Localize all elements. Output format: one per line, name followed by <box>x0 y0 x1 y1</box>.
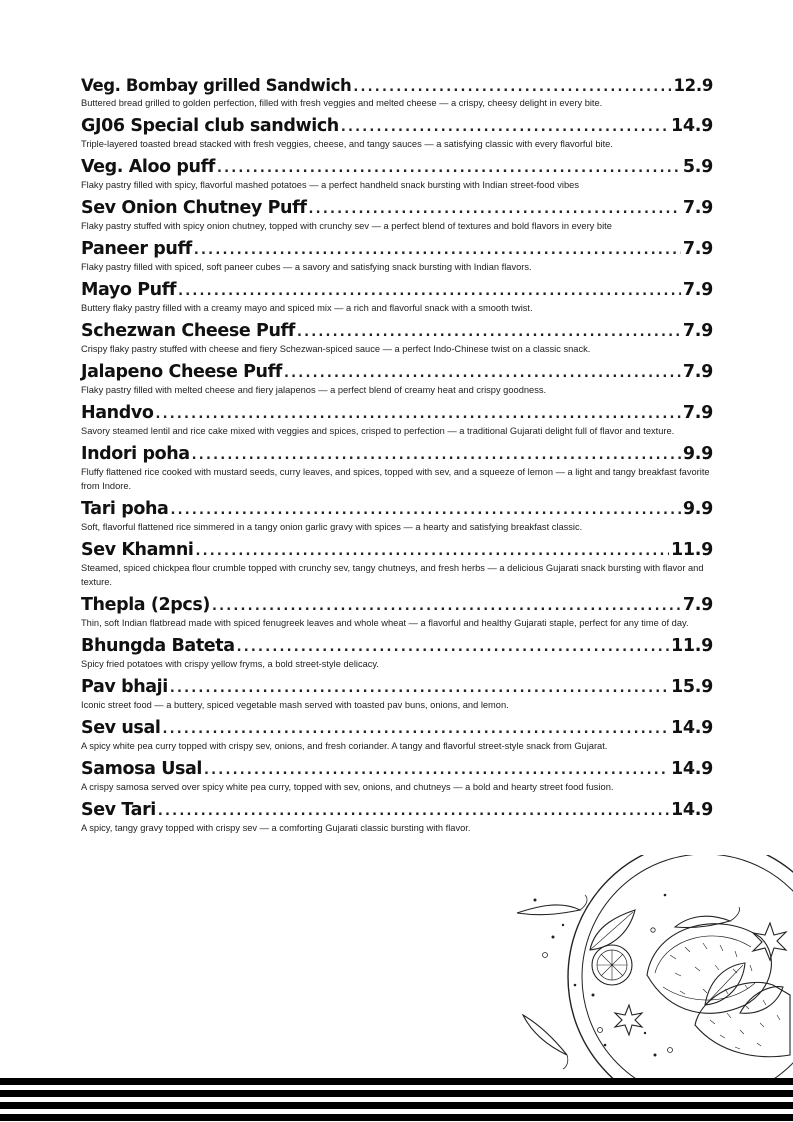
menu-item <box>81 280 713 315</box>
item-price: 7.9 <box>682 280 713 300</box>
item-name: Jalapeno Cheese Puff <box>81 362 283 382</box>
menu-item <box>81 444 713 493</box>
item-name: Sev usal <box>81 718 161 738</box>
item-description: Buttery flaky pastry filled with a creamy mayo and spiced mix — a rich and flavorful snack with a smooth twist. <box>81 303 533 313</box>
item-name: Pav bhaji <box>81 677 168 697</box>
menu-item <box>81 636 713 671</box>
item-description: Steamed, spiced chickpea flour crumble topped with crunchy sev, tangy chutneys, and fresh herbs — a delicious Gujarati snack bursting with flavor and texture. <box>81 563 704 587</box>
item-description: Fluffy flattened rice cooked with mustard seeds, curry leaves, and spices, topped with sev, and a squeeze of lemon — a light and tangy breakfast favorite from Indore. <box>81 467 710 491</box>
stripe <box>0 1090 793 1097</box>
dot-leader <box>170 682 669 695</box>
menu-item <box>81 595 713 630</box>
item-price: 11.9 <box>671 636 713 656</box>
dot-leader <box>155 408 680 421</box>
dot-leader <box>170 504 680 517</box>
item-price: 15.9 <box>671 677 713 697</box>
stripe <box>0 1078 793 1085</box>
item-description: A spicy, tangy gravy topped with crispy sev — a comforting Gujarati classic bursting with flavor. <box>81 823 471 833</box>
menu-item <box>81 321 713 356</box>
item-name: Indori poha <box>81 444 190 464</box>
item-description: Spicy fried potatoes with crispy yellow fryms, a bold street-style delicacy. <box>81 659 379 669</box>
item-price: 5.9 <box>682 157 713 177</box>
dot-leader <box>178 285 681 298</box>
menu-item <box>81 76 713 110</box>
item-name: Tari poha <box>81 499 169 519</box>
dot-leader <box>204 764 669 777</box>
item-price: 7.9 <box>682 595 713 615</box>
item-name: Sev Tari <box>81 800 156 820</box>
item-price: 7.9 <box>682 239 713 259</box>
stripe <box>0 1114 793 1121</box>
item-name: Sev Khamni <box>81 540 194 560</box>
dot-leader <box>194 244 681 257</box>
item-description: A spicy white pea curry topped with crispy sev, onions, and fresh coriander. A tangy and flavorful street-style snack from Gujarat. <box>81 741 608 751</box>
item-name: GJ06 Special club sandwich <box>81 116 339 136</box>
item-name: Thepla (2pcs) <box>81 595 210 615</box>
menu-list <box>81 76 713 841</box>
dot-leader <box>297 326 681 339</box>
menu-item <box>81 800 713 835</box>
item-name: Sev Onion Chutney Puff <box>81 198 307 218</box>
menu-item <box>81 116 713 151</box>
item-description: Flaky pastry filled with spiced, soft paneer cubes — a savory and satisfying snack bursting with Indian flavors. <box>81 262 532 272</box>
dot-leader <box>284 367 681 380</box>
item-name: Mayo Puff <box>81 280 177 300</box>
item-price: 14.9 <box>671 800 713 820</box>
menu-item <box>81 540 713 589</box>
dot-leader <box>217 162 681 175</box>
item-price: 7.9 <box>682 362 713 382</box>
stripe <box>0 1102 793 1109</box>
dot-leader <box>192 449 681 462</box>
item-name: Paneer puff <box>81 239 192 259</box>
item-description: Flaky pastry stuffed with spicy onion chutney, topped with crunchy sev — a perfect blend of textures and bold flavors in every bite <box>81 221 612 231</box>
item-name: Samosa Usal <box>81 759 203 779</box>
item-name: Bhungda Bateta <box>81 636 235 656</box>
item-name: Handvo <box>81 403 154 423</box>
item-price: 9.9 <box>682 499 713 519</box>
dot-leader <box>162 723 669 736</box>
item-description: Savory steamed lentil and rice cake mixed with veggies and spices, crisped to perfection — a traditional Gujarati delight full of flavor and texture. <box>81 426 675 436</box>
item-name: Veg. Aloo puff <box>81 157 216 177</box>
item-description: Soft, flavorful flattened rice simmered in a tangy onion garlic gravy with spices — a hearty and satisfying breakfast classic. <box>81 522 583 532</box>
item-price: 7.9 <box>682 321 713 341</box>
item-price: 11.9 <box>671 540 713 560</box>
menu-item <box>81 499 713 534</box>
dot-leader <box>196 545 670 558</box>
item-description: Thin, soft Indian flatbread made with spiced fenugreek leaves and whole wheat — a flavorful and healthy Gujarati staple, perfect for any time of day. <box>81 618 689 628</box>
item-description: A crispy samosa served over spicy white pea curry, topped with sev, onions, and chutneys — a bold and hearty street food fusion. <box>81 782 614 792</box>
item-price: 7.9 <box>682 403 713 423</box>
dot-leader <box>158 805 669 818</box>
footer-stripes <box>0 1078 793 1122</box>
menu-item <box>81 403 713 438</box>
item-description: Flaky pastry filled with spicy, flavorful mashed potatoes — a perfect handheld snack bursting with Indian street-food vibes <box>81 180 579 190</box>
dot-leader <box>212 600 681 613</box>
item-price: 14.9 <box>671 116 713 136</box>
menu-item <box>81 362 713 397</box>
item-description: Iconic street food — a buttery, spiced vegetable mash served with toasted pav buns, onions, and lemon. <box>81 700 509 710</box>
item-name: Schezwan Cheese Puff <box>81 321 295 341</box>
dot-leader <box>237 641 669 654</box>
item-description: Buttered bread grilled to golden perfection, filled with fresh veggies and melted cheese — a crispy, cheesy delight in every bite. <box>81 98 603 108</box>
dot-leader <box>309 203 681 216</box>
menu-item <box>81 198 713 233</box>
item-price: 9.9 <box>682 444 713 464</box>
menu-item <box>81 239 713 274</box>
item-price: 14.9 <box>671 759 713 779</box>
item-price: 12.9 <box>673 76 713 95</box>
item-name: Veg. Bombay grilled Sandwich <box>81 76 352 95</box>
item-price: 7.9 <box>682 198 713 218</box>
item-price: 14.9 <box>671 718 713 738</box>
menu-item <box>81 157 713 192</box>
menu-item <box>81 677 713 712</box>
dot-leader <box>353 81 671 94</box>
dot-leader <box>341 121 669 134</box>
menu-item <box>81 718 713 753</box>
item-description: Triple-layered toasted bread stacked with fresh veggies, cheese, and tangy sauces — a satisfying classic with every flavorful bite. <box>81 139 613 149</box>
item-description: Crispy flaky pastry stuffed with cheese and fiery Schezwan-spiced sauce — a perfect Indo-Chinese twist on a classic snack. <box>81 344 591 354</box>
food-plate-illustration <box>505 855 793 1080</box>
item-description: Flaky pastry filled with melted cheese and fiery jalapenos — a perfect blend of creamy heat and crispy goodness. <box>81 385 547 395</box>
menu-item <box>81 759 713 794</box>
